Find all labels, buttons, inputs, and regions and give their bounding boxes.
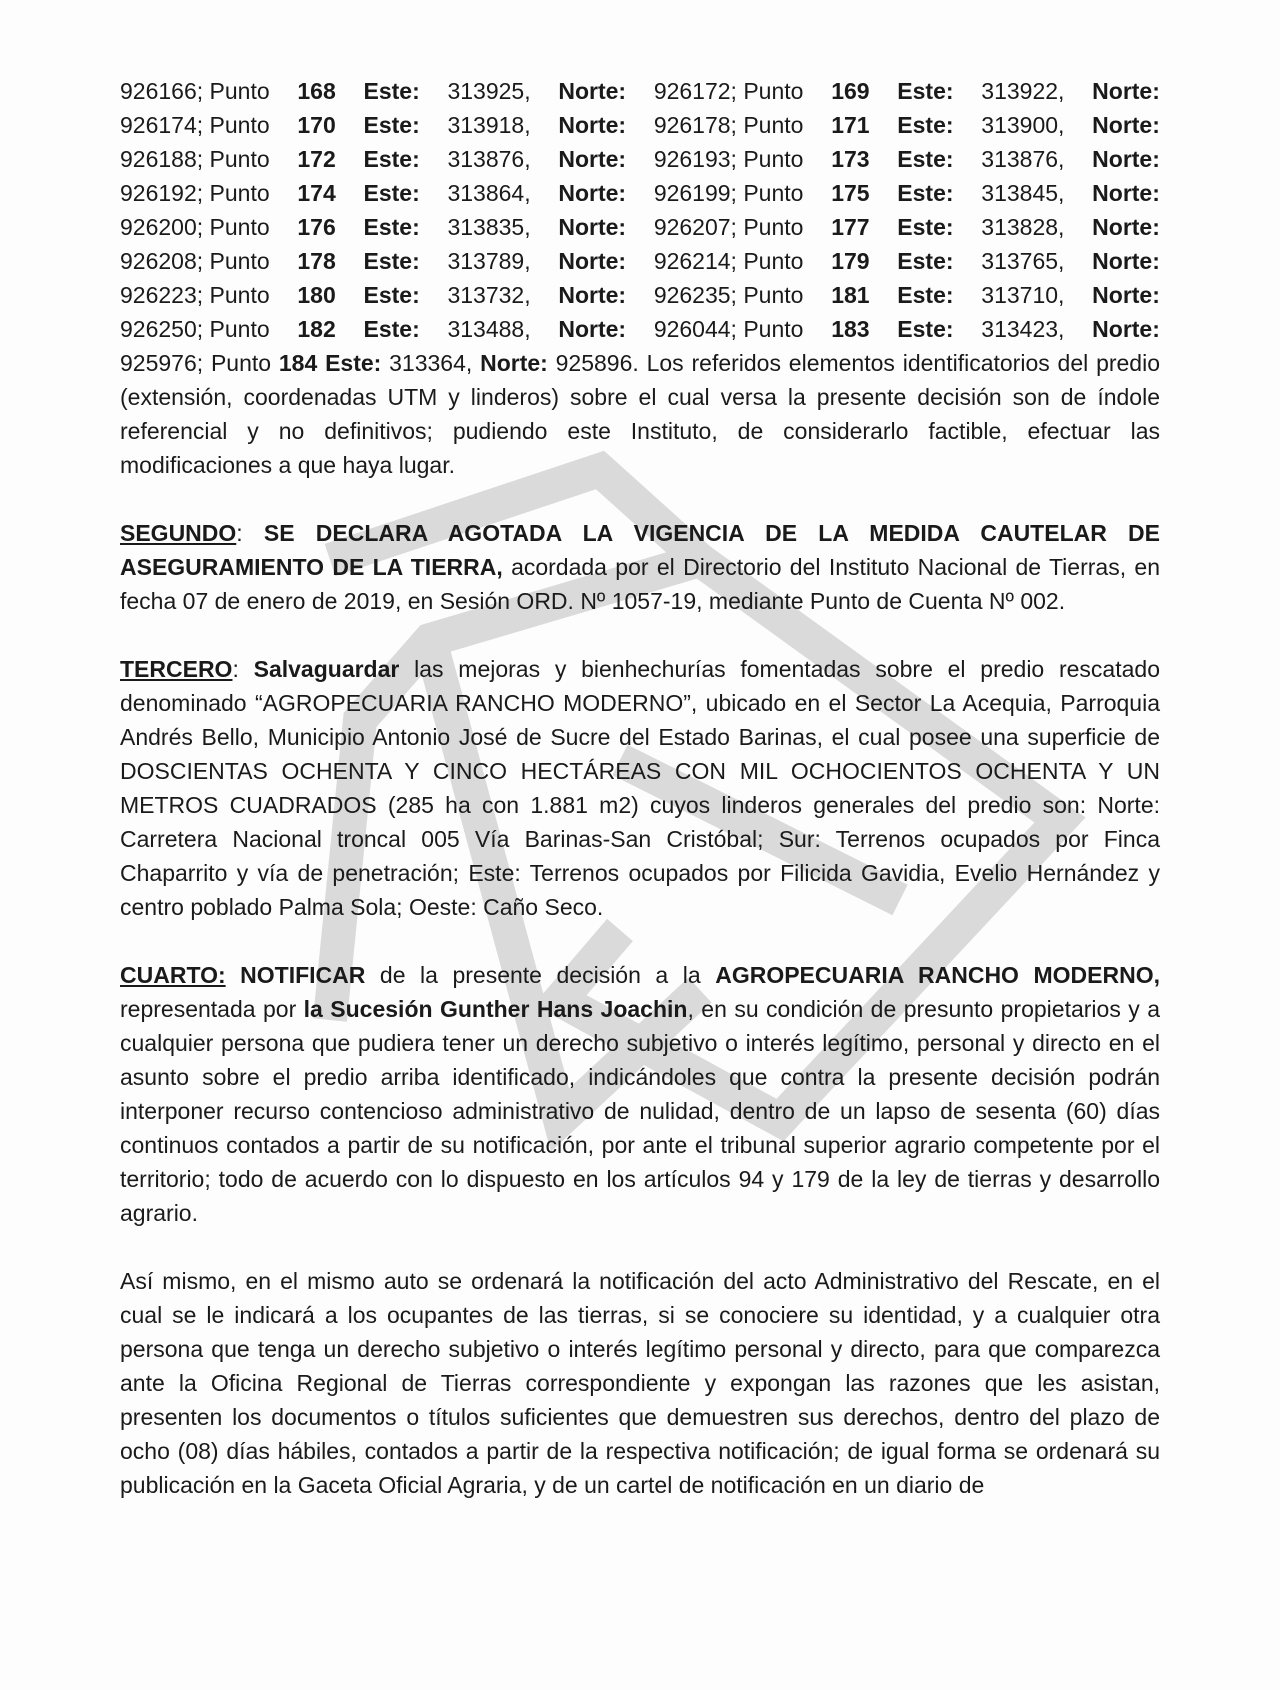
coordinate-token: 313922,	[981, 78, 1065, 104]
coordinate-token: Este:	[897, 316, 954, 342]
coordinate-token: 313918,	[447, 112, 531, 138]
coordinate-token: 172	[297, 146, 336, 172]
coordinate-token: 175	[831, 180, 870, 206]
cuarto-label: CUARTO:	[120, 962, 226, 988]
tercero-label: TERCERO	[120, 656, 233, 682]
coordinate-token: 926235; Punto	[653, 282, 804, 308]
coordinate-token: Este:	[897, 180, 954, 206]
coordinate-token: 313864,	[447, 180, 531, 206]
coordinate-token: Norte:	[1092, 78, 1160, 104]
coordinate-token: 926044; Punto	[653, 316, 804, 342]
coordinate-token: Norte:	[558, 214, 627, 240]
coordinate-line	[120, 278, 1160, 312]
coordinate-line	[120, 312, 1160, 346]
coordinate-token: Este:	[363, 112, 420, 138]
asimismo-paragraph: Así mismo, en el mismo auto se ordenará la notificación del acto Administrativo del Rescate, en el cual se le indicará a los ocupantes de las tierras, si se conociere su identidad, y a cualquier otra persona que tenga un derecho subjetivo o interés legítimo personal y directo, para que comparezca ante la Oficina Regional de Tierras correspondiente y expongan las razones que les asistan, presenten los documentos o títulos suficientes que demuestren sus derechos, dentro del plazo de ocho (08) días hábiles, contados a partir de la respectiva notificación; de igual forma se ordenará su publicación en la Gaceta Oficial Agraria, y de un cartel de notificación en un diario de	[120, 1268, 1160, 1498]
coordinate-token: 926178; Punto	[653, 112, 804, 138]
coordinate-token: 180	[297, 282, 336, 308]
coordinate-token: 168	[297, 78, 336, 104]
coordinate-token: Norte:	[558, 146, 627, 172]
coordinate-token: Este:	[897, 146, 954, 172]
coordinate-token: 179	[831, 248, 870, 274]
coordinate-token: 182	[297, 316, 336, 342]
tercero-paragraph: TERCERO: Salvaguardar las mejoras y bienhechurías fomentadas sobre el predio rescatado denominado “AGROPECUARIA RANCHO MODERNO”, ubicado en el Sector La Acequia, Parroquia Andrés Bello, Municipio Antonio José de Sucre del Estado Barinas, el cual posee una superficie de DOSCIENTAS OCHENTA Y CINCO HECTÁREAS CON MIL OCHOCIENTOS OCHENTA Y UN METROS CUADRADOS (285 ha con 1.881 m2) cuyos linderos generales del predio son: Norte: Carretera Nacional troncal 005 Vía Barinas-San Cristóbal; Sur: Terrenos ocupados por Finca Chaparrito y vía de penetración; Este: Terrenos ocupados por Filicida Gavidia, Evelio Hernández y centro poblado Palma Sola; Oeste: Caño Seco.	[120, 656, 1160, 920]
coordinate-token: 926207; Punto	[653, 214, 804, 240]
coordinate-line	[120, 108, 1160, 142]
coordinate-token: 926193; Punto	[653, 146, 804, 172]
coordinate-token: 169	[831, 78, 870, 104]
coordinate-token: 313876,	[981, 146, 1065, 172]
coordinate-token: 926192; Punto	[120, 180, 270, 206]
coordinate-token: Este:	[363, 282, 420, 308]
coordinate-token: 313835,	[447, 214, 531, 240]
coordinate-token: 313789,	[447, 248, 531, 274]
coordinate-token: Este:	[897, 78, 954, 104]
coordinate-token: Norte:	[558, 112, 627, 138]
coordinate-token: 170	[297, 112, 336, 138]
segundo-label: SEGUNDO	[120, 520, 237, 546]
coordinate-token: 171	[831, 112, 870, 138]
coordinate-token: Norte:	[558, 282, 627, 308]
coordinate-token: Este:	[897, 112, 954, 138]
coordinate-token: 313732,	[447, 282, 531, 308]
coordinate-token: Norte:	[1092, 146, 1160, 172]
coordinate-token: 926223; Punto	[120, 282, 270, 308]
coordinate-token: 313925,	[447, 78, 531, 104]
coordinate-token: 178	[297, 248, 336, 274]
coordinate-token: Norte:	[1092, 180, 1160, 206]
coordinate-token: Norte:	[1092, 214, 1160, 240]
coordinate-token: 313845,	[981, 180, 1065, 206]
coordinate-token: Norte:	[558, 316, 627, 342]
coordinate-token: 176	[297, 214, 336, 240]
coordinate-token: 313900,	[981, 112, 1065, 138]
coordinate-token: 926208; Punto	[120, 248, 270, 274]
coordinate-token: Este:	[363, 180, 420, 206]
coordinate-token: Este:	[363, 316, 420, 342]
coordinate-token: Norte:	[1092, 112, 1160, 138]
cuarto-paragraph: CUARTO: NOTIFICAR de la presente decisión a la AGROPECUARIA RANCHO MODERNO, representada por la Sucesión Gunther Hans Joachin, en su condición de presunto propietarios y a cualquier persona que pudiera tener un derecho subjetivo o interés legítimo, personal y directo en el asunto sobre el predio arriba identificado, indicándoles que contra la presente decisión podrán interponer recurso contencioso administrativo de nulidad, dentro de un lapso de sesenta (60) días continuos contados a partir de su notificación, por ante el tribunal superior agrario competente por el territorio; todo de acuerdo con lo dispuesto en los artículos 94 y 179 de la ley de tierras y desarrollo agrario.	[120, 962, 1160, 1226]
intro-paragraph: 925976; Punto 184 Este: 313364, Norte: 925896. Los referidos elementos identificatorios del predio (extensión, coordenadas UTM y linderos) sobre el cual versa la presente decisión son de índole referencial y no definitivos; pudiendo este Instituto, de considerarlo factible, efectuar las modificaciones a que haya lugar.	[120, 350, 1160, 478]
coordinate-token: 313710,	[981, 282, 1065, 308]
coordinate-token: Norte:	[558, 248, 627, 274]
coordinate-token: Norte:	[558, 180, 627, 206]
coordinates-block	[120, 74, 1160, 346]
coordinate-token: 926172; Punto	[653, 78, 804, 104]
coordinate-token: Este:	[897, 282, 954, 308]
coordinate-token: 183	[831, 316, 870, 342]
coordinate-line	[120, 244, 1160, 278]
coordinate-line	[120, 74, 1160, 108]
coordinate-token: Norte:	[558, 78, 627, 104]
coordinate-token: 177	[831, 214, 870, 240]
coordinate-token: 313765,	[981, 248, 1065, 274]
coordinate-token: 926214; Punto	[653, 248, 804, 274]
coordinate-token: Este:	[363, 214, 420, 240]
coordinate-token: Este:	[363, 78, 420, 104]
coordinate-token: Este:	[897, 248, 954, 274]
coordinate-line	[120, 142, 1160, 176]
coordinate-token: 181	[831, 282, 870, 308]
coordinate-token: 313876,	[447, 146, 531, 172]
coordinate-token: Este:	[363, 248, 420, 274]
coordinate-token: 926199; Punto	[653, 180, 804, 206]
coordinate-line	[120, 210, 1160, 244]
coordinate-token: 174	[297, 180, 336, 206]
coordinate-token: 926250; Punto	[120, 316, 270, 342]
coordinate-token: 926174; Punto	[120, 112, 270, 138]
coordinate-token: 926188; Punto	[120, 146, 270, 172]
coordinate-token: 926166; Punto	[120, 78, 270, 104]
coordinate-token: 926200; Punto	[120, 214, 270, 240]
coordinate-token: 313488,	[447, 316, 531, 342]
coordinate-token: 173	[831, 146, 870, 172]
coordinate-token: Norte:	[1092, 316, 1160, 342]
segundo-paragraph: SEGUNDO: SE DECLARA AGOTADA LA VIGENCIA DE LA MEDIDA CAUTELAR DE ASEGURAMIENTO DE LA TIERRA, acordada por el Directorio del Instituto Nacional de Tierras, en fecha 07 de enero de 2019, en Sesión ORD. Nº 1057-19, mediante Punto de Cuenta Nº 002.	[120, 520, 1160, 614]
coordinate-token: 313423,	[981, 316, 1065, 342]
coordinate-token: Norte:	[1092, 248, 1160, 274]
coordinate-token: 313828,	[981, 214, 1065, 240]
document-body	[120, 74, 1160, 1502]
coordinate-line	[120, 176, 1160, 210]
coordinate-token: Este:	[363, 146, 420, 172]
coordinate-token: Norte:	[1092, 282, 1160, 308]
coordinate-token: Este:	[897, 214, 954, 240]
